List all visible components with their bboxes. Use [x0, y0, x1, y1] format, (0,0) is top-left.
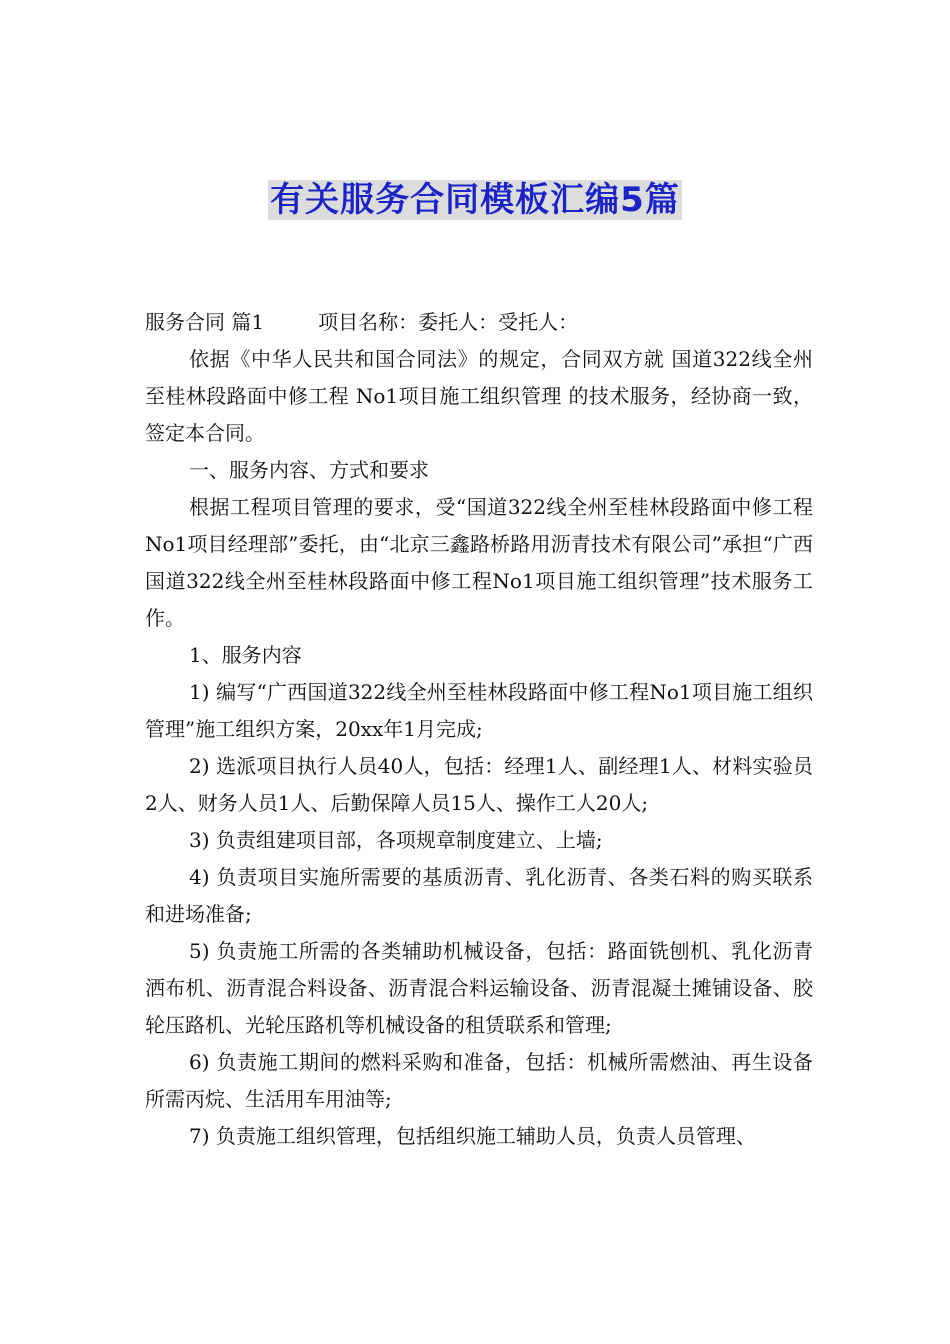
list-item: 4) 负责项目实施所需要的基质沥青、乳化沥青、各类石料的购买联系和进场准备; [145, 865, 813, 926]
subsection-heading: 1、服务内容 [189, 643, 302, 667]
list-item: 5) 负责施工所需的各类辅助机械设备，包括：路面铣刨机、乳化沥青洒布机、沥青混合料设备、沥青混合料运输设备、沥青混凝土摊铺设备、胶轮压路机、光轮压路机等机械设备的租赁联系和管理; [145, 939, 813, 1037]
contract-fields: 项目名称：委托人：受托人： [318, 310, 579, 334]
list-item: 6) 负责施工期间的燃料采购和准备，包括：机械所需燃油、再生设备所需丙烷、生活用车用油等; [145, 1050, 813, 1111]
section-heading-service: 一、服务内容、方式和要求 [189, 458, 429, 482]
list-item: 3) 负责组建项目部，各项规章制度建立、上墙; [189, 828, 603, 852]
list-item: 1) 编写“广西国道322线全州至桂林段路面中修工程No1项目施工组织管理”施工组织方案，20xx年1月完成; [145, 680, 813, 741]
section-heading: 服务合同 篇1 [145, 310, 265, 334]
document-title-text: 有关服务合同模板汇编5篇 [270, 180, 680, 220]
list-item: 2) 选派项目执行人员40人，包括：经理1人、副经理1人、材料实验员2人、财务人员1人、后勤保障人员15人、操作工人20人; [145, 754, 813, 815]
document-title [0, 178, 950, 222]
section-header-line [145, 304, 813, 341]
list-item: 7) 负责施工组织管理，包括组织施工辅助人员，负责人员管理、 [189, 1124, 756, 1148]
document-body [145, 304, 813, 1155]
paragraph: 依据《中华人民共和国合同法》的规定，合同双方就 国道322线全州至桂林段路面中修工程 No1项目施工组织管理 的技术服务，经协商一致，签定本合同。 [145, 347, 813, 445]
paragraph: 根据工程项目管理的要求，受“国道322线全州至桂林段路面中修工程No1项目经理部”委托，由“北京三鑫路桥路用沥青技术有限公司”承担“广西国道322线全州至桂林段路面中修工程No1项目施工组织管理”技术服务工作。 [145, 495, 813, 630]
